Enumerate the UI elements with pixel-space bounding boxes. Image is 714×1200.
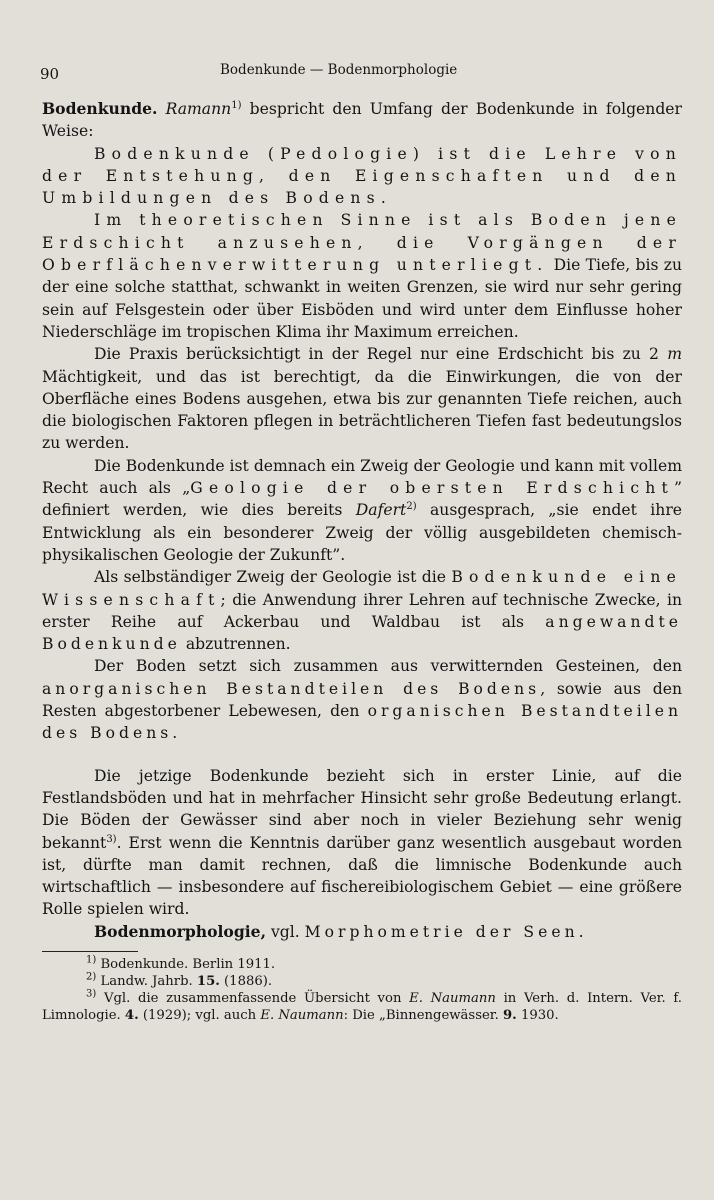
theory-rest: Die Tiefe, bis zu der eine solche statthat, schwankt in weiten Grenzen, sie wird nur sehr gering sein auf Felsgestein oder über Eisböden und wird unter dem Einflusse hoher Niederschläge im tropischen Klima ihr Maximum erreichen. <box>42 256 682 341</box>
entry-bodenmorphologie <box>42 921 682 943</box>
headword-bodenkunde: Bodenkunde. <box>42 99 158 118</box>
footnote-3-text-d: : Die „Binnengewässer. <box>343 1007 503 1023</box>
boden-paragraph <box>42 655 682 744</box>
zweig-paragraph <box>42 455 682 566</box>
theory-spaced: Im theoretischen Sinne ist als Boden jene Erdschicht anzusehen, die Vorgängen der Oberflächenverwitterung unterliegt. <box>42 211 682 275</box>
footnote-2 <box>42 973 682 990</box>
footnote-3-volume: 4. <box>124 1007 139 1023</box>
footnote-rule <box>42 951 138 952</box>
footnote-3-author-2: E. Naumann <box>260 1007 344 1023</box>
footnote-1-text: Bodenkunde. Berlin 1911. <box>96 956 276 972</box>
footnote-1 <box>42 956 682 973</box>
footnote-3-author: E. Naumann <box>409 990 496 1006</box>
footnote-1-mark: 1) <box>86 954 97 966</box>
theory-paragraph <box>42 209 682 343</box>
selbst-text-a: Als selbständiger Zweig der Geologie ist die <box>94 568 452 587</box>
zweig-text-b: ” definiert werden, wie dies bereits <box>42 479 682 520</box>
footnote-3-text-e: 1930. <box>516 1007 559 1023</box>
footnote-2-text: Landw. Jahrb. <box>96 973 197 989</box>
selbst-spaced-2: angewandte Bodenkunde <box>42 612 682 654</box>
definition-spaced: Bodenkunde (Pedologie) ist die Lehre von der Entstehung, den Eigenschaften und den Umbildungen des Bodens. <box>42 144 682 208</box>
footnote-ref-3: 3) <box>106 833 117 845</box>
footnote-2-volume: 15. <box>196 973 220 989</box>
page-header <box>40 62 680 84</box>
jetzige-paragraph <box>42 765 682 921</box>
praxis-text-b: Mächtigkeit, und das ist berechtigt, da die Einwirkungen, die von der Oberfläche eines Bodens ausgehen, etwa bis zur genannten Tiefe reichen, auch die biologischen Faktoren pflegen in beträchtlicheren Tiefen fast bedeutungslos zu werden. <box>42 367 682 453</box>
footnote-3-mark: 3) <box>86 988 97 1000</box>
jetzige-text: Die jetzige Bodenkunde bezieht sich in erster Linie, auf die Festlandsböden und hat in mehrfacher Hinsicht sehr große Bedeutung erlangt. Die Böden der Gewässer sind aber noch in vieler Beziehung sehr wenig bekannt <box>42 766 682 852</box>
footnote-ref-2: 2) <box>406 501 417 513</box>
praxis-paragraph <box>42 343 682 454</box>
boden-text-c: . <box>172 724 178 743</box>
praxis-text-a: Die Praxis berücksichtigt in der Regel nur eine Erdschicht bis zu 2 <box>94 345 668 364</box>
entry-bodenkunde-intro <box>42 98 682 143</box>
cross-ref-target: Morphometrie der Seen. <box>304 922 588 941</box>
jetzige-rest: . Erst wenn die Kenntnis darüber ganz wesentlich ausgebaut worden ist, dürfte man damit rechnen, daß die limnische Bodenkunde auch wirtschaftlich — insbesondere auf fischereibiologischem Gebiet — eine größere Rolle spielen wird. <box>42 833 682 919</box>
headword-bodenmorphologie: Bodenmorphologie, <box>94 921 267 941</box>
footnote-ref-1: 1) <box>231 99 242 111</box>
author-dafert: Dafert <box>355 501 407 520</box>
boden-spaced-1: anorganischen Bestandteilen des Bodens <box>42 679 541 698</box>
footnote-3-text-a: Vgl. die zusammenfassende Übersicht von <box>96 990 410 1006</box>
footnotes <box>42 956 682 1024</box>
paragraph-gap <box>42 745 682 765</box>
boden-text-b: , sowie aus den Resten abgestorbener Lebewesen, den <box>42 679 682 721</box>
page-body <box>42 98 682 1024</box>
footnote-2-mark: 2) <box>86 971 97 983</box>
footnote-3-volume-2: 9. <box>503 1007 517 1023</box>
running-title: Bodenkunde — Bodenmorphologie <box>220 62 458 78</box>
praxis-unit: m <box>667 345 682 364</box>
selbst-spaced-1: Bodenkunde eine Wissenschaft <box>42 568 682 609</box>
author-ramann: Ramann <box>165 100 232 118</box>
boden-spaced-2: organischen Bestandteilen des Bodens <box>42 702 682 743</box>
footnote-3-text-c: (1929); vgl. auch <box>138 1007 261 1023</box>
zweig-text-c: ausgesprach, „sie endet ihre Entwicklung als ein besonderer Zweig der völlig ausgebildeten chemisch-physikalischen Geologie der Zukunft”. <box>42 501 683 564</box>
selbstaendig-paragraph <box>42 566 682 655</box>
cross-ref-prefix: vgl. <box>266 922 305 941</box>
zweig-spaced: Geologie der obersten Erdschicht <box>190 479 674 498</box>
intro-text: bespricht den Umfang der Bodenkunde in folgender Weise: <box>42 100 682 141</box>
page-number: 90 <box>40 65 60 83</box>
boden-text-a: Der Boden setzt sich zusammen aus verwitternden Gesteinen, den <box>94 657 682 676</box>
footnote-3 <box>42 990 682 1024</box>
definition-paragraph <box>42 143 682 210</box>
footnote-3-text-b: in Verh. d. Intern. Ver. f. Limnologie. <box>42 990 683 1023</box>
zweig-text-a: Die Bodenkunde ist demnach ein Zweig der Geologie und kann mit vollem Recht auch als „ <box>42 456 682 498</box>
footnote-2-year: (1886). <box>219 973 273 989</box>
selbst-text-c: abzutrennen. <box>180 635 291 654</box>
selbst-text-b: ; die Anwendung ihrer Lehren auf technische Zwecke, in erster Reihe auf Ackerbau und Waldbau ist als <box>42 590 682 631</box>
